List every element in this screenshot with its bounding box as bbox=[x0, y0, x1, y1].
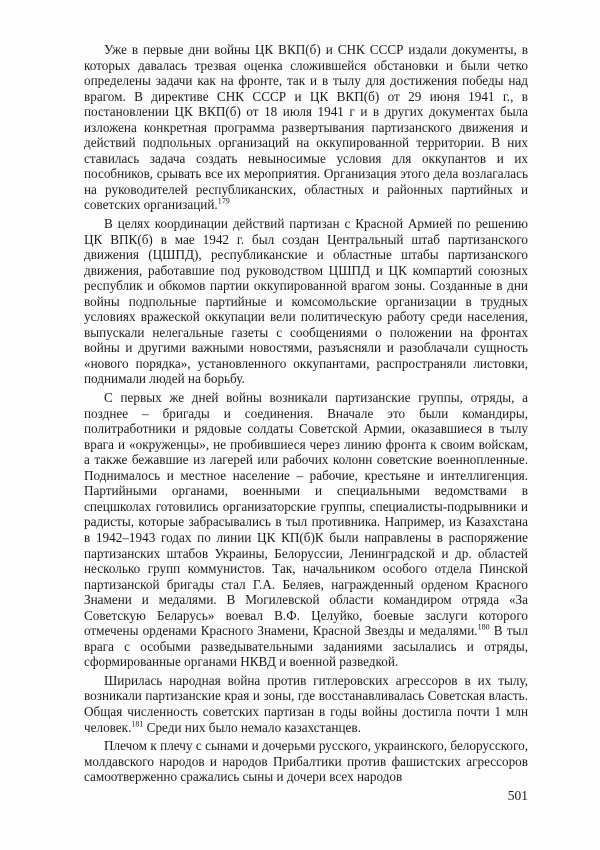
page-number: 501 bbox=[507, 788, 528, 803]
paragraph-2: В целях координации действий партизан с Красной Армией по решению ЦК ВПК(б) в мае 1942 г. был создан Центральный штаб партизанского движения (ЦШПД), республиканские и областные штабы партизанского движения, работавшие под руководством ЦШПД и ЦК компартий союзных республик и обкомов партии оккупированной врагом зоны. Созданные в дни войны подпольные партийные и комсомольские организации в трудных условиях вражеской оккупации вели политическую работу среди населения, выпускали нелегальные газеты с сообщениями о положении на фронтах войны и другими важными новостями, разъясняли и разоблачали сущность «нового порядка», установленного оккупантами, распространяли листовки, поднимали людей на борьбу. bbox=[84, 216, 528, 387]
paragraph-1: Уже в первые дни войны ЦК ВКП(б) и СНК СССР издали документы, в которых давалась трезвая оценка сложившейся обстановки и были четко определены задачи как на фронте, так и в тылу для достижения победы над врагом. В директиве СНК СССР и ЦК ВКП(б) от 29 июня 1941 г., в постановлении ЦК ВКП(б) от 18 июля 1941 г и в других документах была изложена конкретная программа развертывания партизанского движения и действий подпольных организаций на оккупированной территории. В них ставилась задача создать невыносимые условия для оккупантов и их пособников, срывать все их мероприятия. Организация этого дела возлагалась на руководителей республиканских, областных и районных партийных и советских организаций.$^{179}$ bbox=[84, 42, 528, 213]
paragraph-3: С первых же дней войны возникали партизанские группы, отряды, а позднее – бригады и соединения. Вначале это были командиры, политработники и рядовые солдаты Советской Армии, оказавшиеся в тылу врага и «окруженцы», не пробившиеся через линию фронта к своим войскам, а также бежавшие из лагерей или рабочих колонн советские военнопленные. Поднималось и местное население – рабочие, крестьяне и интеллигенция. Партийными органами, военными и специальными ведомствами в спецшколах готовились организаторские группы, специалисты-подрывники и радисты, которые забрасывались в тыл противника. Например, из Казахстана в 1942–1943 годах по линии ЦК КП(б)К были направлены в распоряжение партизанских штабов Украины, Белоруссии, Ленинградской и др. областей несколько групп коммунистов. Так, начальником особого отдела Пинской партизанской бригады стал Г.А. Беляев, награжденный орденом Красного Знамени и медалями. В Могилевской области командиром отряда «За Советскую Беларусь» воевал В.Ф. Целуйко, боевые заслуги которого отмечены орденами Красного Знамени, Красной Звезды и медалями.$^{180}$ В тыл врага с особыми разведывательными заданиями засылались и отряды, сформированные органами НКВД и военной разведкой. bbox=[84, 390, 528, 670]
footnote-ref-181: 181 bbox=[131, 719, 144, 729]
footnote-ref-180: 180 bbox=[477, 622, 490, 632]
body-text bbox=[84, 42, 528, 788]
paragraph-4: Ширилась народная война против гитлеровских агрессоров в их тылу, возникали партизанские края и зоны, где восстанавливалась Советская власть. Общая численность советских партизан в годы войны достигла почти 1 млн человек.$^{181}$ Среди них было немало казахстанцев. bbox=[84, 672, 528, 735]
footnote-ref-179: 179 bbox=[217, 197, 230, 207]
paragraph-5: Плечом к плечу с сынами и дочерьми русского, украинского, белорусского, молдавского народов и народов Прибалтики против фашистских агрессоров самоотверженно сражались сыны и дочери всех народов bbox=[84, 738, 528, 785]
